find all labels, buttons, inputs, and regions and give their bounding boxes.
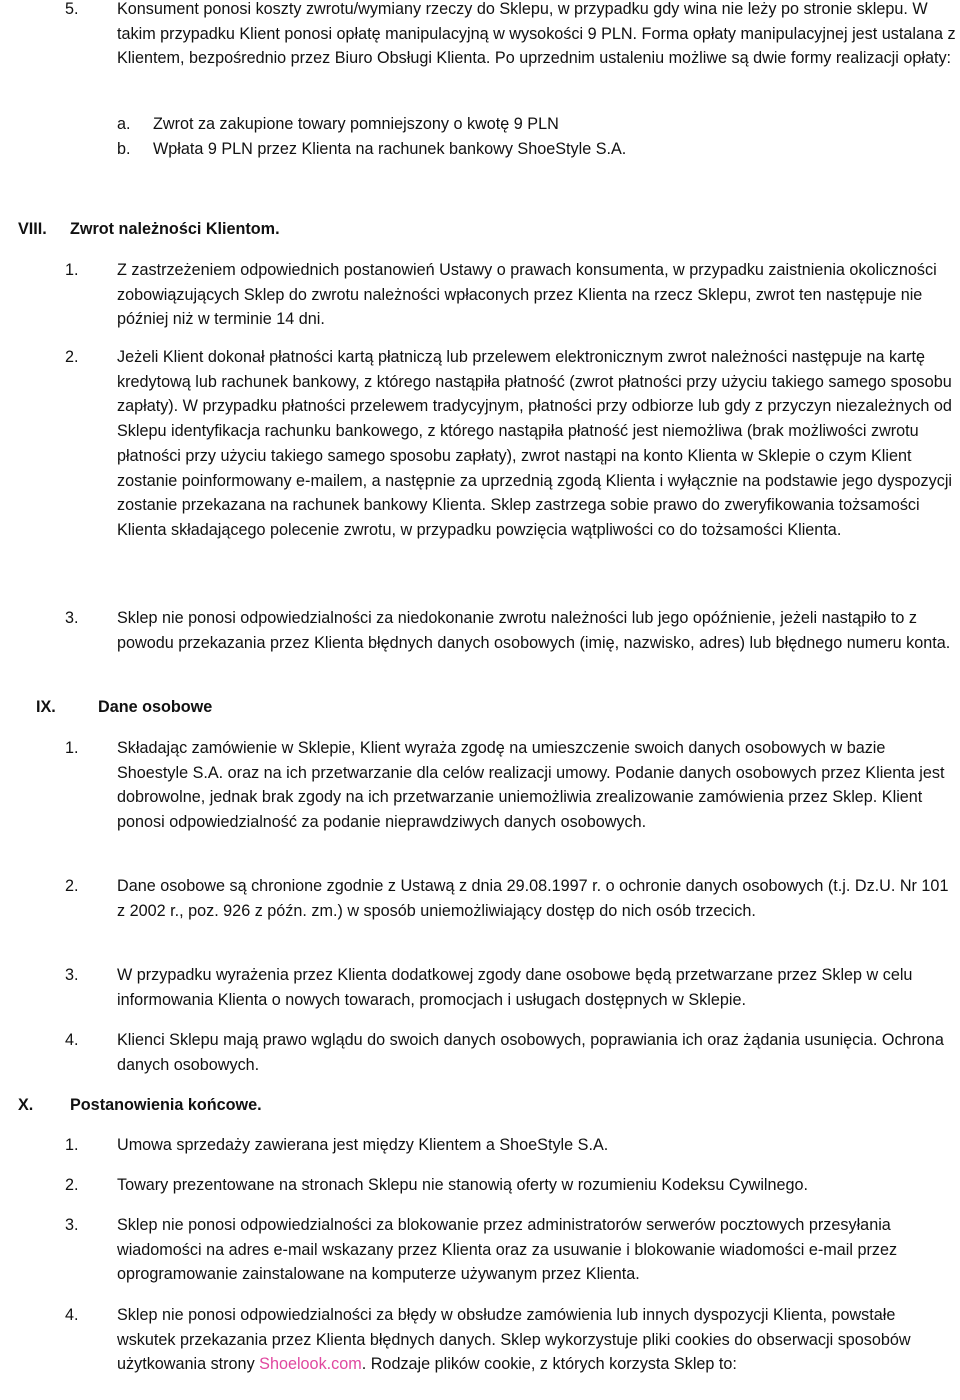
paragraph: Klienci Sklepu mają prawo wglądu do swoich danych osobowych, poprawiania ich oraz żądania usunięcia. Ochrona danych osobowych. bbox=[117, 1031, 944, 1074]
sub-item-letter: b. bbox=[117, 140, 131, 158]
section-title: Dane osobowe bbox=[98, 698, 213, 716]
section-title: Zwrot należności Klientom. bbox=[70, 220, 280, 238]
paragraph-text-start: Sklep nie ponosi odpowiedzialności za błędy w obsłudze zamówienia lub innych dyspozycji Klienta, powstałe wskutek przekazania przez Klienta błędnych danych. Sklep wykorzystuje pliki cookies do obserwacji sposobów użytkowania strony bbox=[117, 1306, 911, 1374]
item-number: 4. bbox=[65, 1031, 79, 1049]
item-number: 2. bbox=[65, 348, 79, 366]
paragraph: Towary prezentowane na stronach Sklepu nie stanowią oferty w rozumieniu Kodeksu Cywilnego. bbox=[117, 1176, 809, 1194]
item-number: 1. bbox=[65, 1136, 79, 1154]
paragraph: Z zastrzeżeniem odpowiednich postanowień Ustawy o prawach konsumenta, w przypadku zaistnienia okoliczności zobowiązujących Sklep do zwrotu należności wpłaconych przez Klienta na rzecz Sklepu, zwrot ten następuje nie później niż w terminie 14 dni. bbox=[117, 261, 937, 329]
paragraph: W przypadku wyrażenia przez Klienta dodatkowej zgody dane osobowe będą przetwarzane przez Sklep w celu informowania Klienta o nowych towarach, promocjach i usługach dostępnych w Sklepie. bbox=[117, 966, 913, 1009]
paragraph: Składając zamówienie w Sklepie, Klient wyraża zgodę na umieszczenie swoich danych osobowych w bazie Shoestyle S.A. oraz na ich przetwarzanie dla celów realizacji umowy. Podanie danych osobowych przez Klienta jest dobrowolne, jednak brak zgody na ich przetwarzanie uniemożliwia zrealizowanie zamówienia przez Sklep. Klient ponosi odpowiedzialność za podanie nieprawdziwych danych osobowych. bbox=[117, 739, 945, 832]
section-number: X. bbox=[18, 1096, 34, 1114]
sub-item-text: Wpłata 9 PLN przez Klienta na rachunek bankowy ShoeStyle S.A. bbox=[153, 140, 627, 158]
item-number: 5. bbox=[65, 0, 79, 18]
paragraph: Jeżeli Klient dokonał płatności kartą płatniczą lub przelewem elektronicznym zwrot należności następuje na kartę kredytową lub rachunek bankowy, z którego nastąpiła płatność (zwrot płatności przy użyciu takiego samego sposobu zapłaty). W przypadku płatności przelewem tradycyjnym, płatności przy odbiorze lub gdy z przyczyn niezależnych od Sklepu identyfikacja rachunku bankowego, z którego nastąpiła płatność jest niemożliwa (brak możliwości zwrotu płatności przy użyciu takiego samego sposobu zapłaty), zwrot nastąpi na konto Klienta w Sklepie o czym Klient zostanie poinformowany e-mailem, a następnie za uprzednią zgodą Klienta i wyłącznie na podstawie jego dyspozycji zostanie przekazana na rachunek bankowy Klienta. Sklep zastrzega sobie prawo do zweryfikowania tożsamości Klienta składającego polecenie zwrotu, w przypadku powzięcia wątpliwości co do tożsamości Klienta. bbox=[117, 348, 953, 539]
section-title: Postanowienia końcowe. bbox=[70, 1096, 262, 1114]
item-number: 3. bbox=[65, 966, 79, 984]
paragraph: Konsument ponosi koszty zwrotu/wymiany rzeczy do Sklepu, w przypadku gdy wina nie leży po stronie sklepu. W takim przypadku Klient ponosi opłatę manipulacyjną w wysokości 9 PLN. Forma opłaty manipulacyjnej jest ustalana z Klientem, bezpośrednio przez Biuro Obsługi Klienta. Po uprzednim ustaleniu możliwe są dwie formy realizacji opłaty: bbox=[117, 0, 956, 68]
paragraph bbox=[117, 1303, 956, 1377]
item-number: 1. bbox=[65, 261, 79, 279]
paragraph: Sklep nie ponosi odpowiedzialności za blokowanie przez administratorów serwerów pocztowych przesyłania wiadomości na adres e-mail wskazany przez Klienta oraz za usuwanie i blokowanie wiadomości e-mail przez oprogramowanie zainstalowane na komputerze używanym przez Klienta. bbox=[117, 1216, 898, 1284]
sub-item-letter: a. bbox=[117, 115, 131, 133]
paragraph-text-end: . Rodzaje plików cookie, z których korzysta Sklep to: bbox=[361, 1355, 737, 1374]
section-number: VIII. bbox=[18, 220, 47, 238]
section-number: IX. bbox=[36, 698, 56, 716]
site-link[interactable]: Shoelook.com bbox=[259, 1355, 362, 1374]
item-number: 1. bbox=[65, 739, 79, 757]
item-number: 3. bbox=[65, 609, 79, 627]
paragraph: Dane osobowe są chronione zgodnie z Ustawą z dnia 29.08.1997 r. o ochronie danych osobowych (t.j. Dz.U. Nr 101 z 2002 r., poz. 926 z późn. zm.) w sposób uniemożliwiający dostęp do nich osób trzecich. bbox=[117, 877, 949, 920]
paragraph: Sklep nie ponosi odpowiedzialności za niedokonanie zwrotu należności lub jego opóźnienie, jeżeli nastąpiło to z powodu przekazania przez Klienta błędnych danych osobowych (imię, nazwisko, adres) lub błędnego numeru konta. bbox=[117, 609, 951, 652]
paragraph: Umowa sprzedaży zawierana jest między Klientem a ShoeStyle S.A. bbox=[117, 1136, 609, 1154]
sub-item-text: Zwrot za zakupione towary pomniejszony o kwotę 9 PLN bbox=[153, 115, 559, 133]
item-number: 2. bbox=[65, 877, 79, 895]
item-number: 3. bbox=[65, 1216, 79, 1234]
item-number: 4. bbox=[65, 1306, 79, 1324]
item-number: 2. bbox=[65, 1176, 79, 1194]
